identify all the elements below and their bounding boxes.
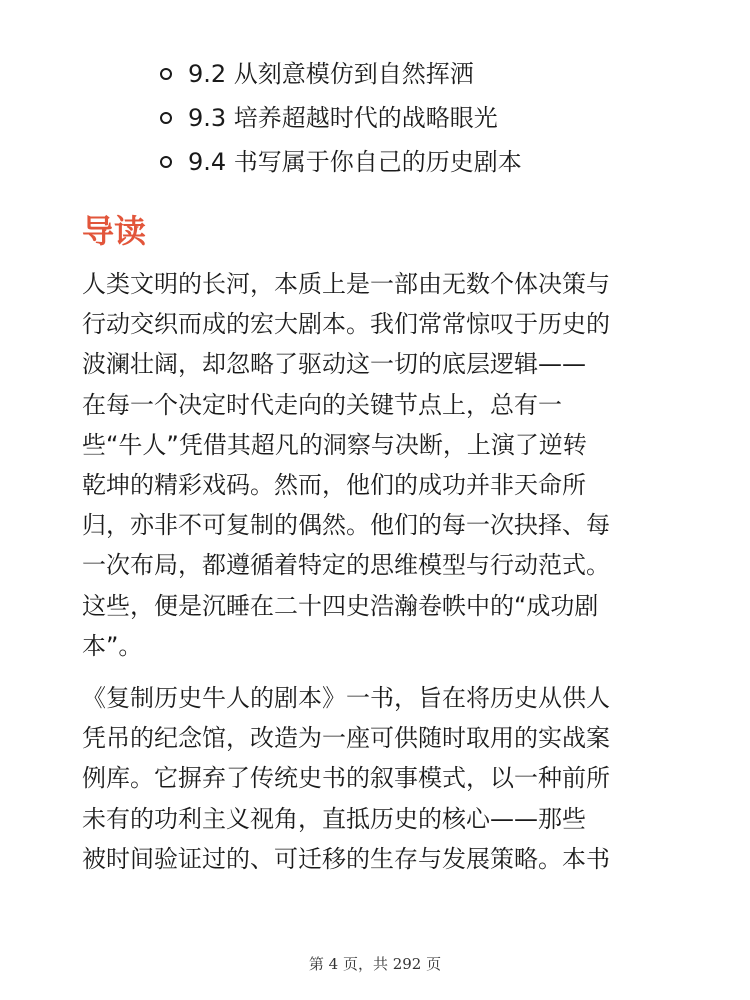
paragraph-line: 归，亦非不可复制的偶然。他们的每一次抉择、每 [82,511,610,540]
page-number-footer: 第 4 页，共 292 页 [308,955,442,973]
paragraph-line: 行动交织而成的宏大剧本。我们常常惊叹于历史的 [82,310,610,339]
paragraph-line: 一次布局，都遵循着特定的思维模型与行动范式。 [82,551,610,580]
paragraph-line: 《复制历史牛人的剧本》一书，旨在将历史从供人 [82,684,610,712]
paragraph-line: 在每一个决定时代走向的关键节点上，总有一 [82,390,562,419]
paragraph-line: 乾坤的精彩戏码。然而，他们的成功并非天命所 [82,470,586,499]
hollow-circle-bullet-icon [160,68,172,80]
body-paragraph [82,264,672,666]
paragraph-line: 未有的功利主义视角，直抵历史的核心——那些 [82,804,586,833]
toc-item-label: 9.2 从刻意模仿到自然挥洒 [188,60,474,88]
paragraph-line: 这些，便是沉睡在二十四史浩瀚卷帙中的“成功剧 [82,591,599,620]
toc-item-label: 9.4 书写属于你自己的历史剧本 [188,148,522,176]
toc-item[interactable] [160,140,522,184]
hollow-circle-bullet-icon [160,156,172,168]
paragraph-line: 凭吊的纪念馆，改造为一座可供随时取用的实战案 [82,724,610,753]
toc-item[interactable] [160,52,522,96]
paragraph-line: 例库。它摒弃了传统史书的叙事模式，以一种前所 [82,764,610,793]
paragraph-line: 人类文明的长河，本质上是一部由无数个体决策与 [82,270,610,298]
hollow-circle-bullet-icon [160,112,172,124]
paragraph-line: 本”。 [82,631,143,660]
paragraph-line: 些“牛人”凭借其超凡的洞察与决断，上演了逆转 [82,430,587,459]
section-heading: 导读 [82,212,147,250]
toc-item[interactable] [160,96,522,140]
toc-item-label: 9.3 培养超越时代的战略眼光 [188,104,498,132]
body-paragraph [82,678,672,879]
paragraph-line: 被时间验证过的、可迁移的生存与发展策略。本书 [82,844,610,873]
table-of-contents [160,52,522,184]
paragraph-line: 波澜壮阔，却忽略了驱动这一切的底层逻辑—— [82,350,586,379]
